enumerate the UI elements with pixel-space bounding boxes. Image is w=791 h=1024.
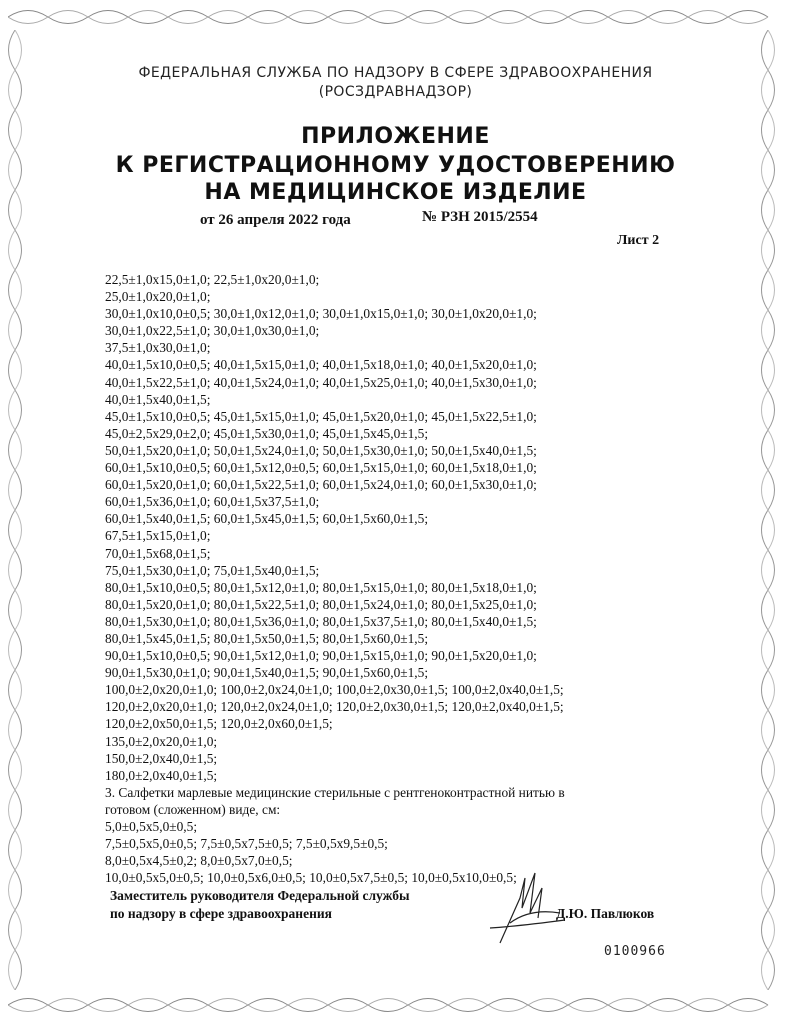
body-line: 80,0±1,5х10,0±0,5; 80,0±1,5х12,0±1,0; 80,0±1,5х15,0±1,0; 80,0±1,5х18,0±1,0; [105, 579, 537, 595]
form-serial-number: 0100966 [604, 944, 666, 959]
body-line: 30,0±1,0х22,5±1,0; 30,0±1,0х30,0±1,0; [105, 323, 320, 339]
body-line: готовом (сложенном) виде, см: [105, 801, 281, 817]
body-line: 90,0±1,5х30,0±1,0; 90,0±1,5х40,0±1,5; 90,0±1,5х60,0±1,5; [105, 665, 429, 681]
body-line: 75,0±1,5х30,0±1,0; 75,0±1,5х40,0±1,5; [105, 562, 320, 578]
body-line: 40,0±1,5х10,0±0,5; 40,0±1,5х15,0±1,0; 40,0±1,5х18,0±1,0; 40,0±1,5х20,0±1,0; [105, 357, 537, 373]
body-line: 70,0±1,5х68,0±1,5; [105, 545, 211, 561]
body-line: 60,0±1,5х40,0±1,5; 60,0±1,5х45,0±1,5; 60,0±1,5х60,0±1,5; [105, 511, 429, 527]
signatory-position-line2: по надзору в сфере здравоохранения [110, 906, 332, 921]
body-line: 80,0±1,5х20,0±1,0; 80,0±1,5х22,5±1,0; 80,0±1,5х24,0±1,0; 80,0±1,5х25,0±1,0; [105, 596, 537, 612]
body-line: 40,0±1,5х22,5±1,0; 40,0±1,5х24,0±1,0; 40,0±1,5х25,0±1,0; 40,0±1,5х30,0±1,0; [105, 374, 537, 390]
body-line: 135,0±2,0х20,0±1,0; [105, 733, 218, 749]
body-line: 100,0±2,0х20,0±1,0; 100,0±2,0х24,0±1,0; 100,0±2,0х30,0±1,5; 100,0±2,0х40,0±1,5; [105, 682, 564, 698]
body-line: 7,5±0,5х5,0±0,5; 7,5±0,5х7,5±0,5; 7,5±0,5х9,5±0,5; [105, 836, 388, 852]
body-line: 120,0±2,0х20,0±1,0; 120,0±2,0х24,0±1,0; 120,0±2,0х30,0±1,5; 120,0±2,0х40,0±1,5; [105, 699, 564, 715]
body-line: 90,0±1,5х10,0±0,5; 90,0±1,5х12,0±1,0; 90,0±1,5х15,0±1,0; 90,0±1,5х20,0±1,0; [105, 648, 537, 664]
ornament-border-top [8, 2, 783, 32]
body-line: 67,5±1,5х15,0±1,0; [105, 528, 211, 544]
doc-title-line3: НА МЕДИЦИНСКОЕ ИЗДЕЛИЕ [204, 180, 587, 205]
body-line: 120,0±2,0х50,0±1,5; 120,0±2,0х60,0±1,5; [105, 716, 333, 732]
doc-title-line1: ПРИЛОЖЕНИЕ [301, 124, 490, 149]
body-line: 25,0±1,0х20,0±1,0; [105, 289, 211, 305]
sheet-number: Лист 2 [617, 233, 660, 248]
body-line: 150,0±2,0х40,0±1,5; [105, 750, 218, 766]
body-line: 22,5±1,0х15,0±1,0; 22,5±1,0х20,0±1,0; [105, 272, 320, 287]
doc-date: от 26 апреля 2022 года [200, 212, 351, 228]
org-abbrev: (РОСЗДРАВНАДЗОР) [318, 84, 473, 100]
body-line: 40,0±1,5х40,0±1,5; [105, 391, 211, 407]
body-line: 5,0±0,5х5,0±0,5; [105, 819, 198, 834]
body-line: 45,0±1,5х10,0±0,5; 45,0±1,5х15,0±1,0; 45,0±1,5х20,0±1,0; 45,0±1,5х22,5±1,0; [105, 408, 537, 424]
registration-number: № РЗН 2015/2554 [422, 209, 538, 225]
body-line: 3. Салфетки марлевые медицинские стерильные с рентгеноконтрастной нитью в [105, 784, 565, 800]
body-line: 45,0±2,5х29,0±2,0; 45,0±1,5х30,0±1,0; 45,0±1,5х45,0±1,5; [105, 425, 429, 441]
org-name: ФЕДЕРАЛЬНАЯ СЛУЖБА ПО НАДЗОРУ В СФЕРЕ ЗДРАВООХРАНЕНИЯ [138, 65, 653, 81]
signatory-name: Д.Ю. Павлюков [556, 906, 655, 921]
doc-title-line2: К РЕГИСТРАЦИОННОМУ УДОСТОВЕРЕНИЮ [115, 153, 676, 178]
document-body [105, 271, 705, 886]
body-line: 180,0±2,0х40,0±1,5; [105, 767, 218, 783]
body-line: 80,0±1,5х30,0±1,0; 80,0±1,5х36,0±1,0; 80,0±1,5х37,5±1,0; 80,0±1,5х40,0±1,5; [105, 613, 537, 629]
body-line: 30,0±1,0х10,0±0,5; 30,0±1,0х12,0±1,0; 30,0±1,0х15,0±1,0; 30,0±1,0х20,0±1,0; [105, 306, 537, 322]
body-line: 60,0±1,5х20,0±1,0; 60,0±1,5х22,5±1,0; 60,0±1,5х24,0±1,0; 60,0±1,5х30,0±1,0; [105, 477, 537, 493]
body-line: 60,0±1,5х10,0±0,5; 60,0±1,5х12,0±0,5; 60,0±1,5х15,0±1,0; 60,0±1,5х18,0±1,0; [105, 460, 537, 476]
body-line: 8,0±0,5х4,5±0,2; 8,0±0,5х7,0±0,5; [105, 853, 293, 869]
signatory-position-line1: Заместитель руководителя Федеральной службы [110, 888, 410, 903]
ornament-border-bottom [8, 990, 783, 1020]
body-line: 80,0±1,5х45,0±1,5; 80,0±1,5х50,0±1,5; 80,0±1,5х60,0±1,5; [105, 630, 429, 646]
body-line: 60,0±1,5х36,0±1,0; 60,0±1,5х37,5±1,0; [105, 494, 320, 510]
body-line: 37,5±1,0х30,0±1,0; [105, 340, 211, 356]
body-line: 10,0±0,5х5,0±0,5; 10,0±0,5х6,0±0,5; 10,0±0,5х7,5±0,5; 10,0±0,5х10,0±0,5; [105, 870, 517, 886]
body-line: 50,0±1,5х20,0±1,0; 50,0±1,5х24,0±1,0; 50,0±1,5х30,0±1,0; 50,0±1,5х40,0±1,5; [105, 442, 537, 458]
